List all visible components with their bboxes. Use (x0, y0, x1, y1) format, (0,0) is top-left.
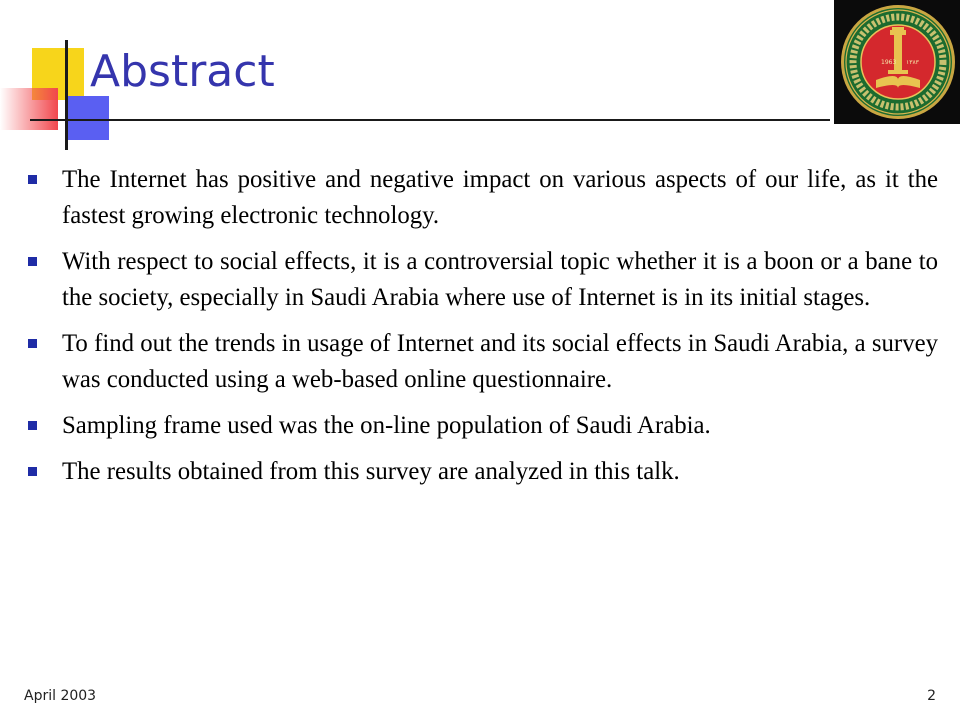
svg-text:1963: 1963 (881, 59, 897, 66)
bullet-text: To find out the trends in usage of Internet and its social effects in Saudi Arabia, a survey was conducted using a web-based online questionnaire. (62, 330, 938, 393)
bullet-square-icon (28, 339, 37, 348)
bullet-text: With respect to social effects, it is a controversial topic whether it is a boon or a bane to the society, especially in Saudi Arabia where use of Internet is in its initial stages. (62, 248, 938, 311)
title-ornament-red-bar (0, 88, 58, 130)
king-fahd-university-seal-icon (834, 0, 960, 124)
title-ornament-vertical-line (65, 40, 68, 150)
bullet-text: The results obtained from this survey are analyzed in this talk. (62, 458, 680, 485)
slide-number: 2 (927, 688, 936, 704)
bullet-item (26, 244, 938, 316)
bullet-item (26, 454, 938, 490)
university-seal-logo (834, 0, 960, 124)
title-ornament-blue-square (66, 96, 109, 140)
bullet-item (26, 408, 938, 444)
title-underline (30, 119, 830, 121)
bullet-text: The Internet has positive and negative impact on various aspects of our life, as it the fastest growing electronic technology. (62, 166, 938, 229)
bullet-list (26, 162, 938, 500)
bullet-text: Sampling frame used was the on-line population of Saudi Arabia. (62, 412, 711, 439)
svg-text:١٣٨٣: ١٣٨٣ (906, 59, 919, 66)
footer-date: April 2003 (24, 688, 97, 704)
bullet-square-icon (28, 421, 37, 430)
bullet-square-icon (28, 257, 37, 266)
bullet-item (26, 326, 938, 398)
bullet-square-icon (28, 467, 37, 476)
bullet-square-icon (28, 175, 37, 184)
slide-title: Abstract (90, 46, 275, 97)
bullet-item (26, 162, 938, 234)
